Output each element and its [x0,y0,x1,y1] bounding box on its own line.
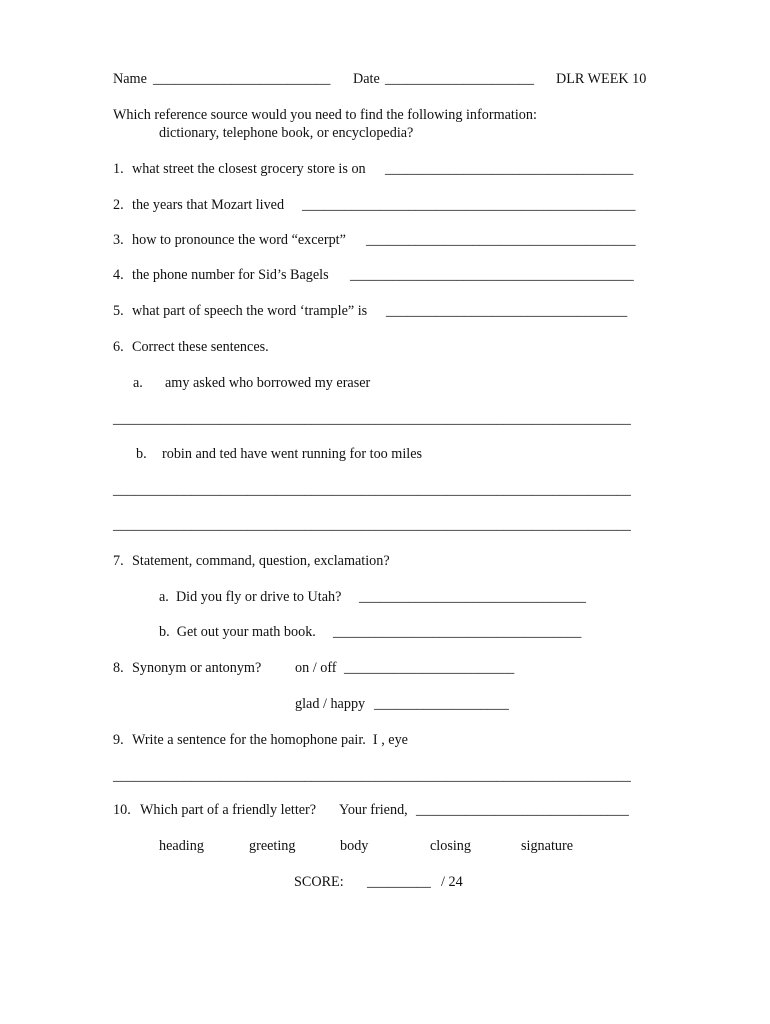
score-total: / 24 [441,874,463,890]
question-5-answer[interactable]: __________________________________ [386,303,628,319]
question-3-number: 3. [113,232,124,248]
question-7-number: 7. [113,553,124,569]
question-8-pair-1: on / off [295,660,337,676]
question-6a-label: a. [133,375,143,391]
question-7a-text: a. Did you fly or drive to Utah? [159,589,342,605]
choice-heading: heading [159,838,204,854]
question-4-text: the phone number for Sid’s Bagels [132,267,329,283]
question-6-text: Correct these sentences. [132,339,269,355]
question-10-answer[interactable]: ______________________________ [416,802,629,818]
question-9-text: Write a sentence for the homophone pair. I , eye [132,732,408,748]
choice-signature: signature [521,838,574,854]
question-8-text: Synonym or antonym? [132,660,262,676]
question-5-number: 5. [113,303,124,319]
instructions: Which reference source would you need to find the following information: [113,107,537,123]
question-4-number: 4. [113,267,124,283]
question-6b-sentence: robin and ted have went running for too miles [162,446,423,462]
question-6b-answer-line-2[interactable]: _________________________________________________________________________ [113,517,631,533]
reference-options: dictionary, telephone book, or encyclopedia? [159,125,414,141]
question-6a-answer-line[interactable]: _________________________________________________________________________ [113,411,631,427]
question-2-text: the years that Mozart lived [132,197,285,213]
question-8-pair-2-answer[interactable]: ___________________ [374,696,509,712]
score-field[interactable]: _________ [367,874,431,890]
question-1-answer[interactable]: ___________________________________ [385,161,634,177]
question-6b-label: b. [136,446,147,462]
question-8-number: 8. [113,660,124,676]
choice-body: body [340,838,369,854]
question-6-number: 6. [113,339,124,355]
date-field[interactable]: _____________________ [385,71,534,87]
question-9-answer-line[interactable]: _________________________________________________________________________ [113,768,631,784]
question-7b-text: b. Get out your math book. [159,624,316,640]
question-10-number: 10. [113,802,131,818]
score-label: SCORE: [294,874,344,890]
question-9-number: 9. [113,732,124,748]
question-3-answer[interactable]: ______________________________________ [366,232,636,248]
question-2-number: 2. [113,197,124,213]
question-1-text: what street the closest grocery store is on [132,161,366,177]
question-6b-answer-line-1[interactable]: _________________________________________________________________________ [113,482,631,498]
question-8-pair-2: glad / happy [295,696,366,712]
question-5-text: what part of speech the word ‘trample” is [132,303,368,319]
name-label: Name [113,71,147,87]
choice-closing: closing [430,838,471,854]
question-4-answer[interactable]: ________________________________________ [350,267,634,283]
question-7-text: Statement, command, question, exclamation? [132,553,390,569]
name-field[interactable]: _________________________ [153,71,331,87]
question-6a-sentence: amy asked who borrowed my eraser [165,375,371,391]
week-label: DLR WEEK 10 [556,71,647,87]
question-3-text: how to pronounce the word “excerpt” [132,232,346,248]
question-2-answer[interactable]: _______________________________________________ [302,197,636,213]
choice-greeting: greeting [249,838,296,854]
question-1-number: 1. [113,161,124,177]
question-7a-answer[interactable]: ________________________________ [359,589,586,605]
date-label: Date [353,71,380,87]
question-8-pair-1-answer[interactable]: ________________________ [344,660,515,676]
question-10-prompt: Your friend, [339,802,408,818]
question-7b-answer[interactable]: ___________________________________ [333,624,582,640]
question-10-text: Which part of a friendly letter? [140,802,317,818]
